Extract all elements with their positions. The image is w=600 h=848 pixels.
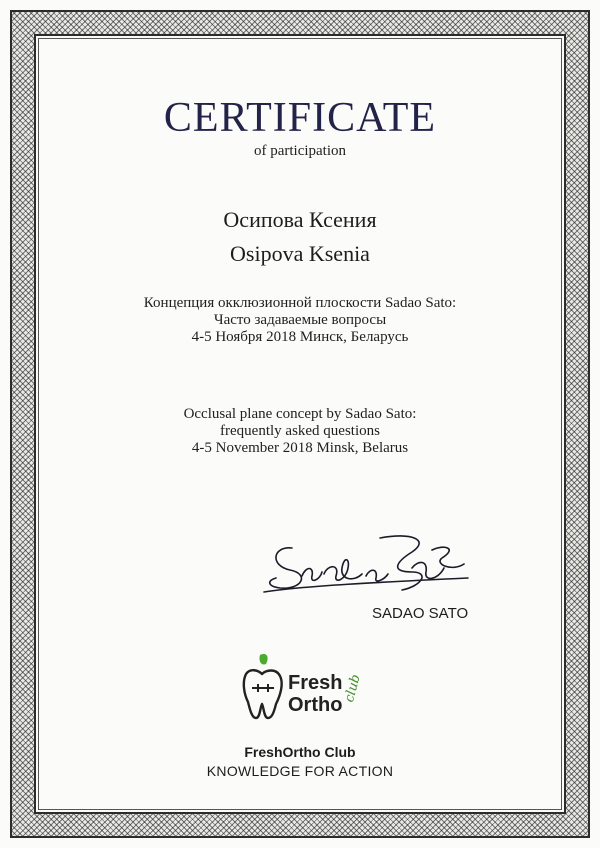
event-ru-line1: Концепция окклюзионной плоскости Sadao Sato:	[143, 295, 457, 311]
event-en-line2: frequently asked questions	[220, 423, 380, 439]
participant-name-ru: Осипова Ксения	[223, 207, 377, 232]
handwritten-signature	[262, 528, 472, 598]
event-en-line1: Occlusal plane concept by Sadao Sato:	[183, 406, 417, 422]
logo-text-fresh: Fresh	[288, 672, 343, 694]
logo-text-ortho: Ortho	[288, 694, 343, 716]
logo-text-club: club	[342, 672, 364, 704]
event-ru-line2: Часто задаваемые вопросы	[213, 312, 387, 328]
event-en-line3: 4-5 November 2018 Minsk, Belarus	[191, 440, 409, 456]
event-description-en	[0, 406, 600, 457]
event-ru-line3: 4-5 Ноября 2018 Минск, Беларусь	[191, 329, 409, 345]
certificate-subtitle: of participation	[253, 143, 347, 159]
organizer-motto: KNOWLEDGE FOR ACTION	[206, 763, 394, 779]
event-description-ru	[0, 295, 600, 346]
signatory-name: SADAO SATO	[372, 605, 469, 622]
organizer-name: FreshOrtho Club	[244, 744, 356, 760]
leaf-icon	[259, 654, 267, 665]
certificate-title: CERTIFICATE	[163, 95, 437, 141]
participant-name-en: Osipova Ksenia	[230, 241, 370, 266]
